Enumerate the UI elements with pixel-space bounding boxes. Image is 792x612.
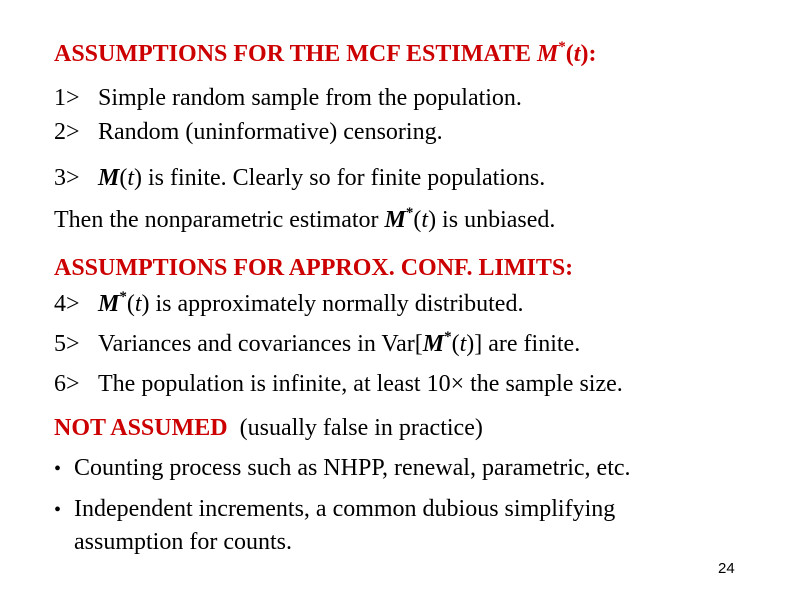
bullet-item-1: • Counting process such as NHPP, renewal, parametric, etc.: [54, 455, 631, 481]
math-M: M: [98, 291, 120, 317]
assumption-item-3: 3> M(t) is finite. Clearly so for finite populations.: [54, 165, 546, 191]
math-star: *: [405, 205, 414, 221]
math-star: *: [119, 289, 127, 305]
bullet-item-2-continuation: assumption for counts.: [74, 529, 292, 555]
assumption-item-1: 1> Simple random sample from the population.: [54, 85, 522, 111]
math-t: t: [459, 331, 467, 357]
math-t: t: [421, 207, 429, 233]
heading-conf-limits: ASSUMPTIONS FOR APPROX. CONF. LIMITS:: [54, 255, 574, 281]
bullet-icon: •: [54, 499, 62, 521]
math-M: M: [422, 331, 445, 357]
math-t: t: [573, 41, 581, 67]
conclusion-unbiased: Then the nonparametric estimator M*(t) is unbiased.: [54, 205, 556, 233]
math-t: t: [127, 165, 135, 191]
assumption-item-6: 6> The population is infinite, at least 10× the sample size.: [54, 371, 623, 397]
heading-mcf-assumptions: ASSUMPTIONS FOR THE MCF ESTIMATE M*(t):: [54, 39, 597, 67]
math-M: M: [536, 41, 559, 67]
bullet-icon: •: [54, 458, 62, 480]
assumption-item-2: 2> Random (uninformative) censoring.: [54, 119, 443, 145]
math-star: *: [444, 329, 452, 345]
heading-not-assumed: NOT ASSUMED (usually false in practice): [54, 415, 483, 441]
math-M: M: [384, 207, 406, 233]
math-star: *: [558, 39, 566, 55]
math-M: M: [98, 165, 120, 191]
assumption-item-5: 5> Variances and covariances in Var[M*(t)] are finite.: [54, 329, 581, 357]
bullet-item-2: • Independent increments, a common dubious simplifying: [54, 496, 616, 522]
page-number: 24: [718, 560, 735, 577]
assumption-item-4: 4> M*(t) is approximately normally distributed.: [54, 289, 524, 317]
times-symbol: ×: [450, 371, 465, 397]
math-t: t: [134, 291, 142, 317]
